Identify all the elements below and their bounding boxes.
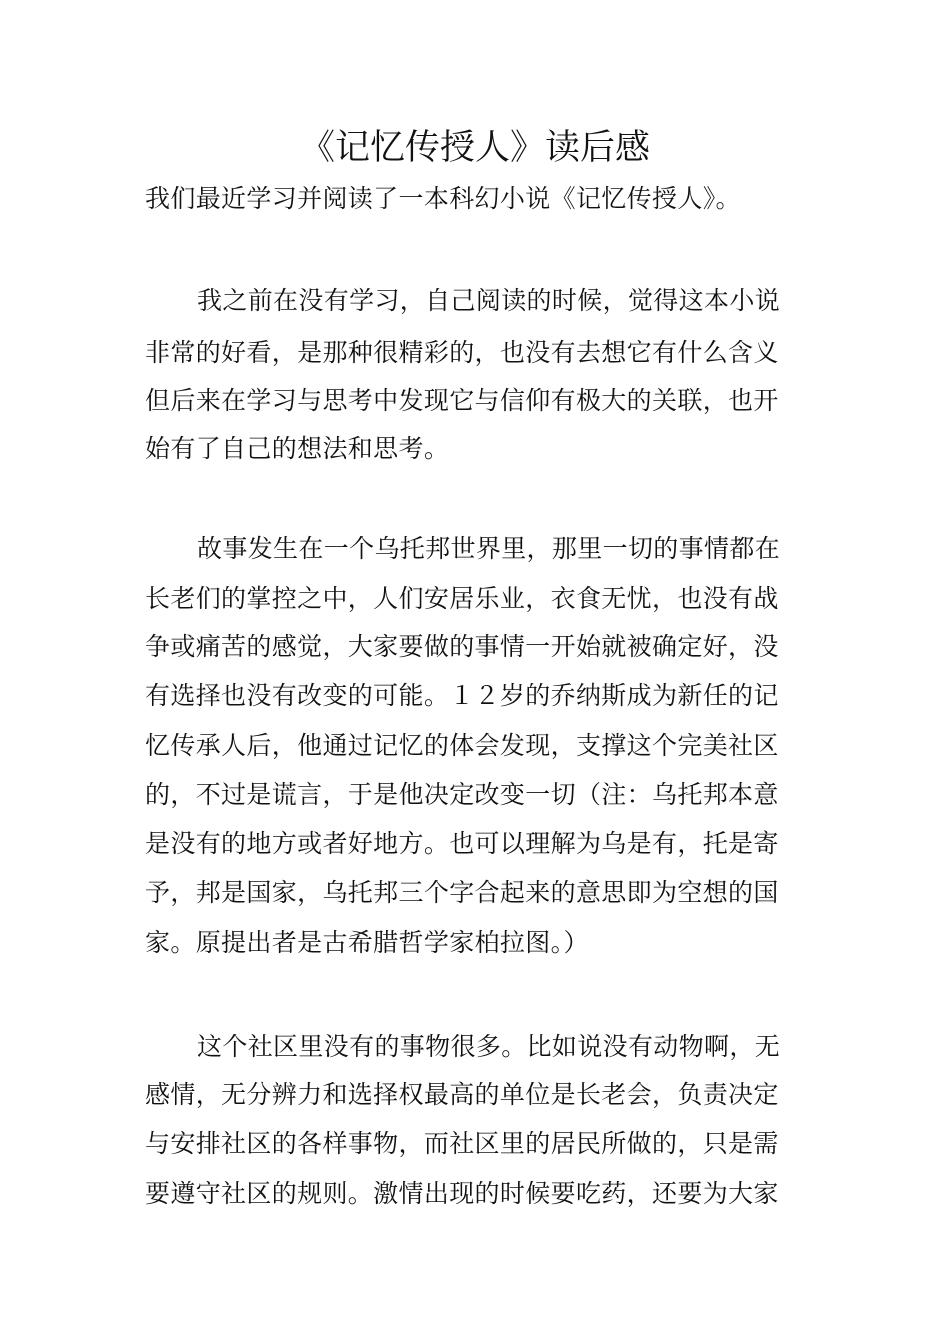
paragraph-2-line-1: 故事发生在一个乌托邦世界里，那里一切的事情都在 bbox=[197, 534, 781, 563]
paragraph-3-line-3: 与安排社区的各样事物，而社区里的居民所做的，只是需 bbox=[145, 1129, 779, 1158]
paragraph-1-line-3: 但后来在学习与思考中发现它与信仰有极大的关联，也开 bbox=[145, 386, 779, 415]
paragraph-2-line-8: 予，邦是国家，乌托邦三个字合起来的意思即为空想的国 bbox=[145, 878, 779, 907]
paragraph-3-line-1: 这个社区里没有的事物很多。比如说没有动物啊，无 bbox=[197, 1032, 781, 1061]
paragraph-1-line-2: 非常的好看，是那种很精彩的，也没有去想它有什么含义 bbox=[145, 338, 779, 367]
paragraph-2-line-7: 是没有的地方或者好地方。也可以理解为乌是有，托是寄 bbox=[145, 829, 779, 858]
paragraph-3-line-2: 感情，无分辨力和选择权最高的单位是长老会，负责决定 bbox=[145, 1080, 779, 1109]
paragraph-3-line-4: 要遵守社区的规则。激情出现的时候要吃药，还要为大家 bbox=[145, 1179, 779, 1208]
document-title: 《记忆传授人》读后感 bbox=[299, 128, 650, 168]
paragraph-2-line-5: 忆传承人后，他通过记忆的体会发现，支撑这个完美社区 bbox=[145, 731, 779, 760]
paragraph-1-line-1: 我之前在没有学习，自己阅读的时候，觉得这本小说 bbox=[197, 286, 781, 315]
paragraph-1-line-4: 始有了自己的想法和思考。 bbox=[145, 434, 450, 463]
paragraph-2-line-2: 长老们的掌控之中，人们安居乐业，衣食无忧，也没有战 bbox=[145, 584, 779, 613]
paragraph-2-line-3: 争或痛苦的感觉，大家要做的事情一开始就被确定好，没 bbox=[145, 632, 779, 661]
intro-line: 我们最近学习并阅读了一本科幻小说《记忆传授人》。 bbox=[145, 184, 741, 213]
paragraph-2-line-4: 有选择也没有改变的可能。１２岁的乔纳斯成为新任的记 bbox=[145, 681, 779, 710]
paragraph-2-line-9: 家。原提出者是古希腊哲学家柏拉图。） bbox=[145, 928, 589, 957]
paragraph-2-line-6: 的，不过是谎言，于是他决定改变一切（注：乌托邦本意 bbox=[145, 780, 779, 809]
